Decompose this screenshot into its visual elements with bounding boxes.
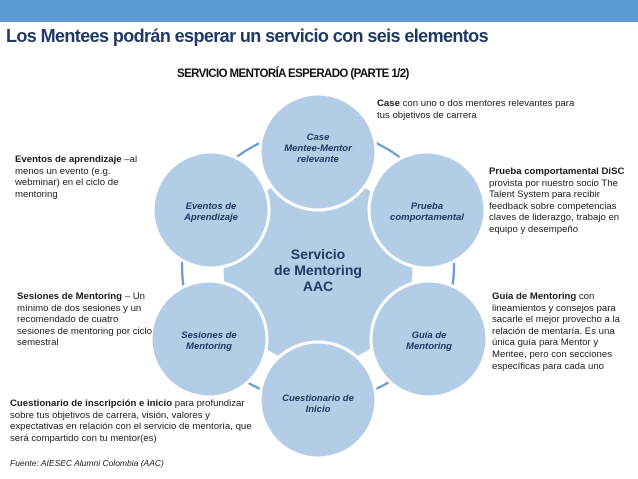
- node-label-eventos: [161, 201, 261, 223]
- note-guia-text: con lineamientos y consejos para sacarle el mejor provecho a la relación de mentaría. Es una única guía para Mentor y Mentee, pero con secciones específicas para cada uno: [492, 291, 620, 372]
- center-label-line: AAC: [302, 278, 334, 294]
- node-label-cuestionario: [268, 393, 368, 415]
- source-footnote: Fuente: AIESEC Alumni Colombia (AAC): [10, 458, 164, 468]
- note-guia-title: Guía de Mentoring: [492, 291, 577, 302]
- page-title: Los Mentees podrán esperar un servicio con seis elementos: [6, 26, 488, 46]
- node-label-line: Inicio: [305, 404, 331, 415]
- node-label-line: Mentoring: [406, 341, 452, 352]
- note-eventos: [15, 154, 155, 200]
- node-label-line: Sesiones de: [181, 330, 237, 341]
- node-label-line: Mentoring: [186, 341, 232, 352]
- node-label-line: relevante: [297, 154, 339, 165]
- node-label-case: [268, 132, 368, 165]
- note-prueba: [489, 166, 627, 236]
- node-label-line: Case: [306, 132, 330, 143]
- node-label-line: Cuestionario de: [282, 393, 354, 404]
- node-label-line: Mentee-Mentor: [284, 143, 352, 154]
- note-case-title: Case: [377, 98, 400, 109]
- node-label-guia: [379, 330, 479, 352]
- note-prueba-text: provista por nuestro socio The Talent System para recibir feedback sobre competencias claves de liderazgo, trabajo en equipo y desempeño: [489, 177, 620, 235]
- diagram-subtitle: SERVICIO MENTORÍA ESPERADO (PARTE 1/2): [177, 68, 409, 80]
- node-label-line: Prueba: [410, 201, 444, 212]
- node-label-line: Aprendizaje: [184, 212, 238, 223]
- center-label-line: de Mentoring: [274, 262, 362, 278]
- note-sesiones-text: – Un mínimo de dos sesiones y un recomendado de cuatro sesiones de mentoring por ciclo semestral: [17, 291, 152, 349]
- node-label-line: Guía de: [411, 330, 447, 341]
- node-label-line: Eventos de: [185, 201, 237, 212]
- center-label-line: Servicio: [290, 246, 346, 262]
- note-cuestionario-title: Cuestionario de inscripción e inicio: [10, 398, 173, 409]
- note-eventos-title: Eventos de aprendizaje: [15, 154, 122, 165]
- node-label-sesiones: [159, 330, 259, 352]
- note-cuestionario: [10, 398, 262, 444]
- note-sesiones: [17, 291, 155, 349]
- note-guia: [492, 291, 630, 372]
- note-prueba-title: Prueba comportamental DiSC: [489, 166, 625, 177]
- note-eventos-text: –al menos un evento (e.g. webminar) en el ciclo de mentoring: [15, 154, 138, 200]
- note-case: [377, 98, 587, 121]
- node-label-line: comportamental: [390, 212, 464, 223]
- note-cuestionario-text: para profundizar sobre tus objetivos de carrera, visión, valores y expectativas en relación con el servicio de mentoría, que será compartido con tu mentor(es): [10, 398, 252, 444]
- node-label-prueba: [377, 201, 477, 223]
- note-case-text: con uno o dos mentores relevantes para tus objetivos de carrera: [377, 98, 575, 121]
- note-sesiones-title: Sesiones de Mentoring: [17, 291, 123, 302]
- center-label: [258, 246, 378, 294]
